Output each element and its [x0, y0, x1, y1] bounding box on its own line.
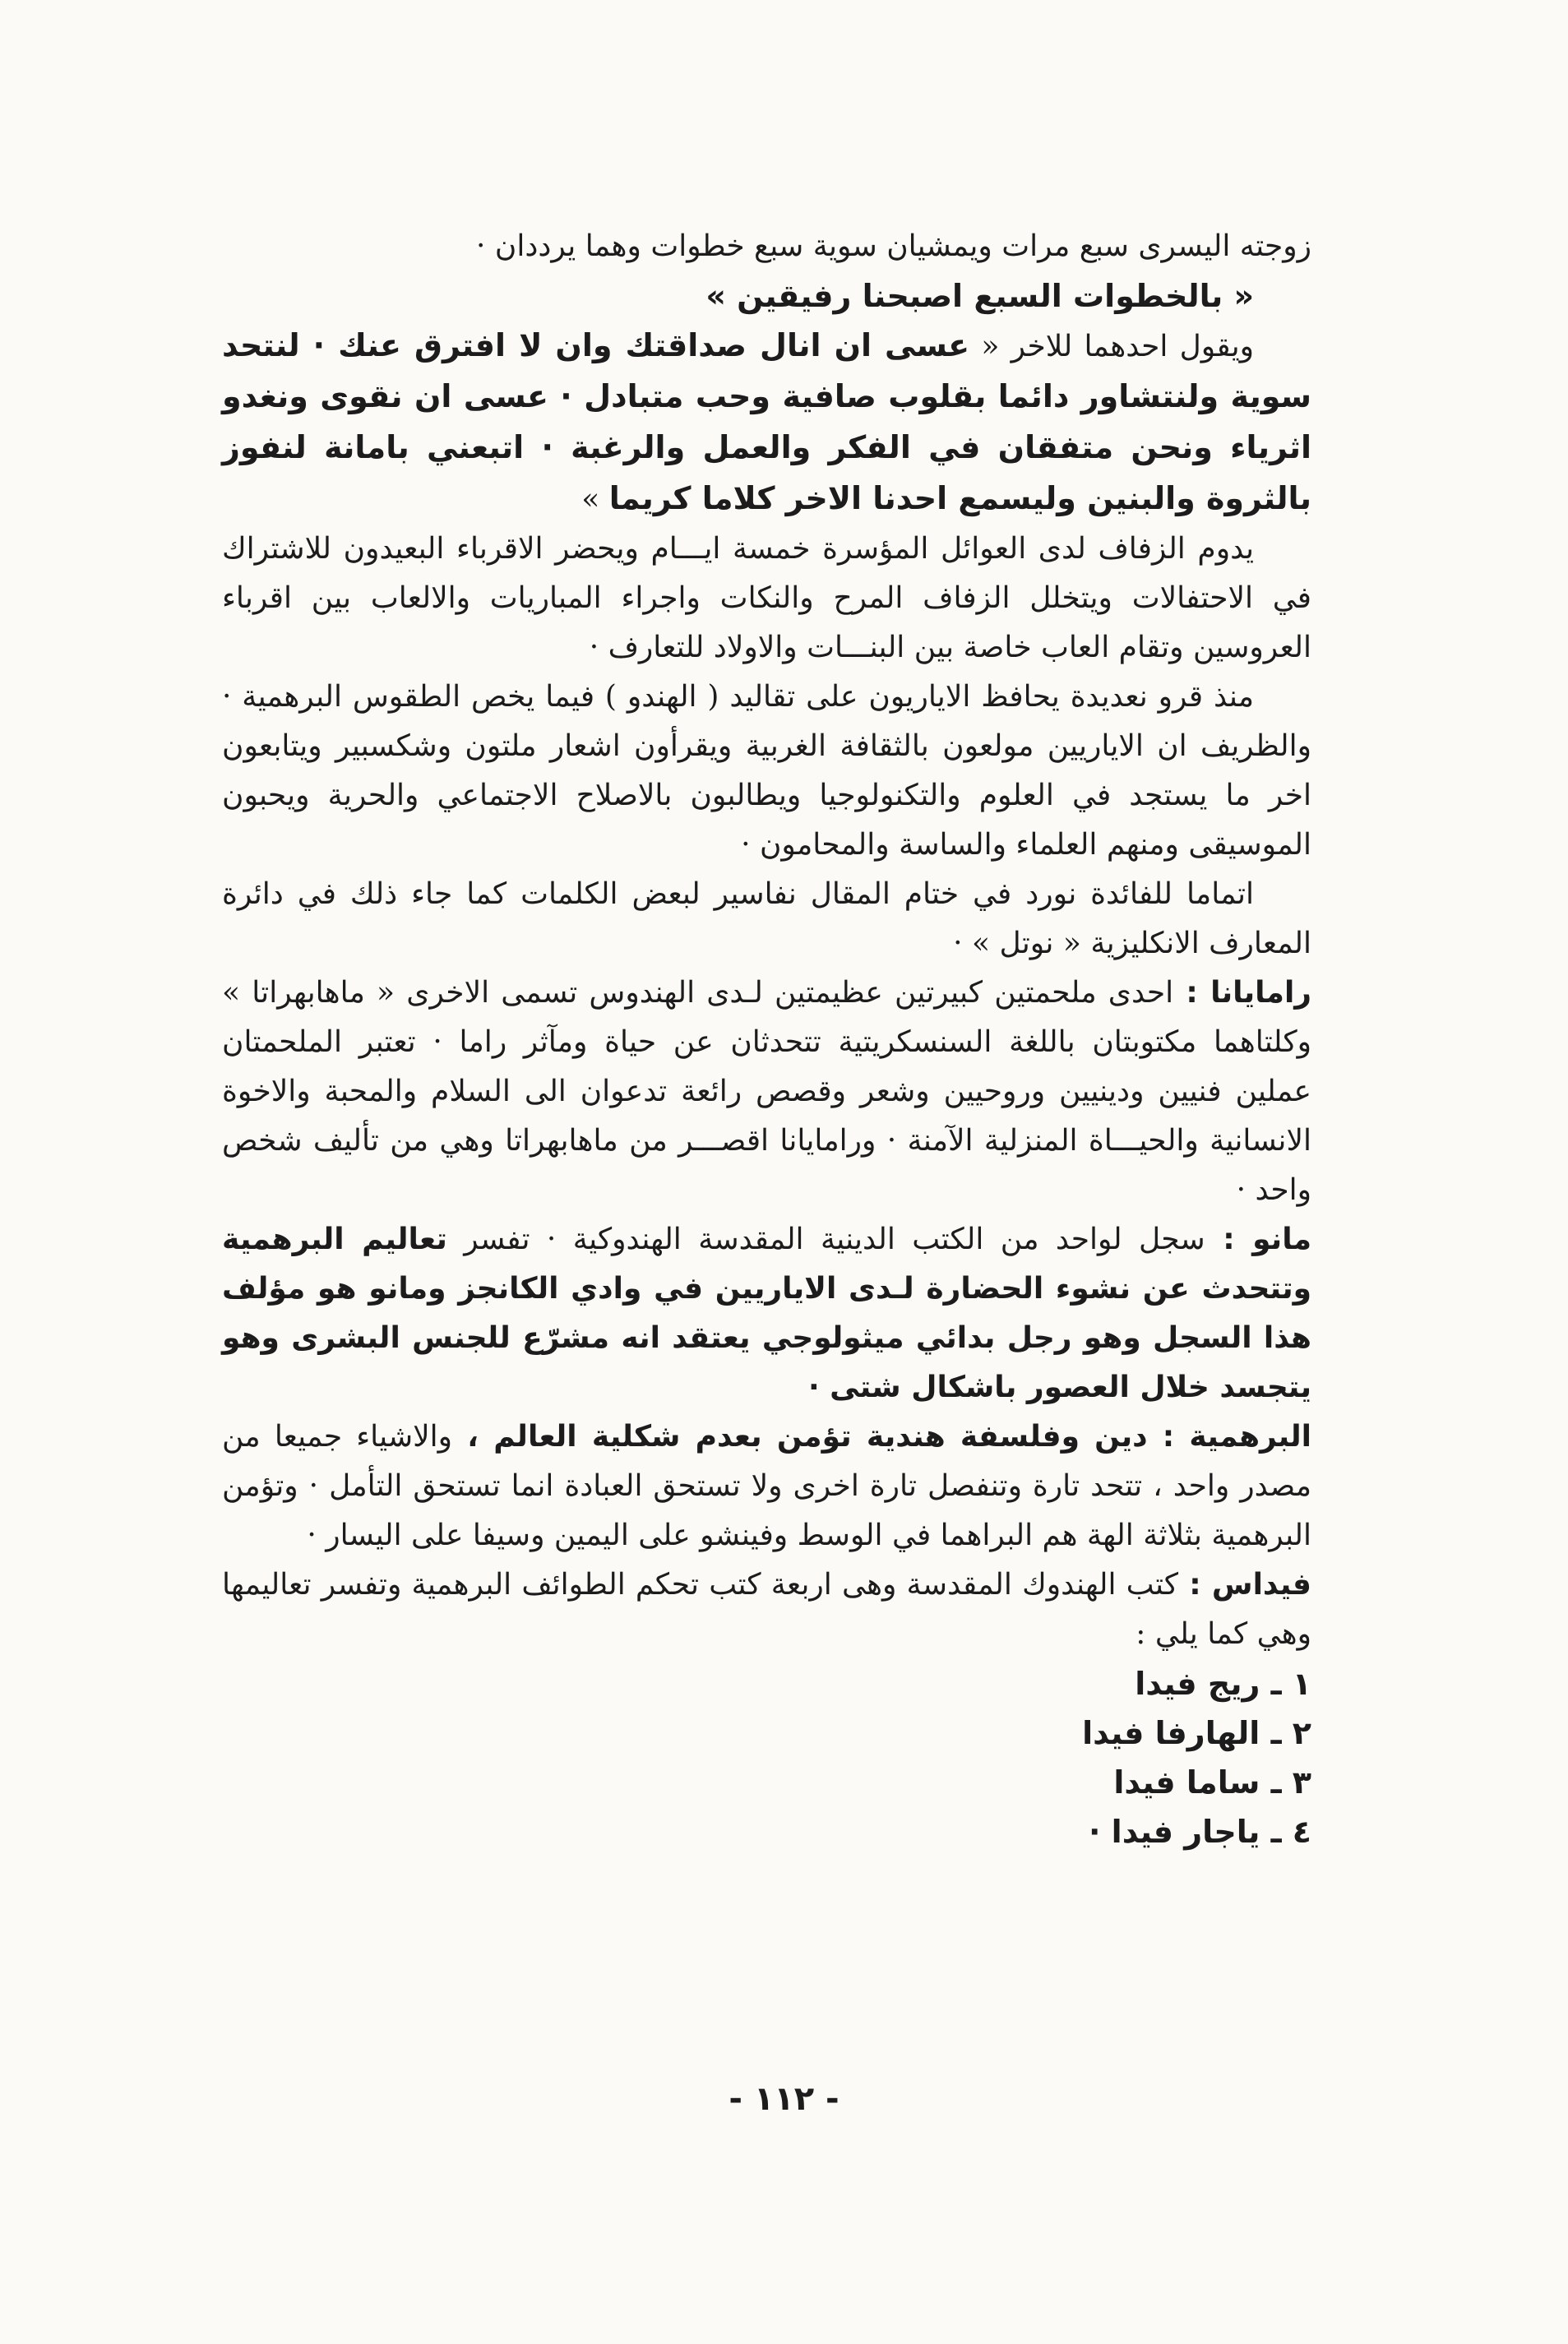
paragraph-5: اتماما للفائدة نورد في ختام المقال نفاسير لبعض الكلمات كما جاء ذلك في دائرة المعارف الانكليزية « نوتل » ·: [222, 877, 1311, 960]
definition-brahmanism: [222, 1412, 1311, 1560]
vedas-list: [222, 1659, 1311, 1856]
definition-manu-text: سجل لواحد من الكتب الدينية المقدسة الهندوكية · تفسر: [446, 1223, 1205, 1256]
list-item: ٤ ـ ياجار فيدا ·: [1089, 1814, 1311, 1850]
definition-vedas: [222, 1560, 1311, 1659]
paragraph-4: منذ قرو نعديدة يحافظ الاياريون على تقاليد ( الهندو ) فيما يخص الطقوس البرهمية · والظريف ان الاياريين مولعون بالثقافة الغربية ويقرأون اشعار ملتون وشكسبير ويتابعون اخر ما يستجد في العلوم والتكنولوجيا ويطالبون بالاصلاح الاجتماعي والحرية ويحبون الموسيقى ومنهم العلماء والساسة والمحامون ·: [222, 680, 1311, 862]
definition-manu-bold: تعاليم البرهمية وتتحدث عن نشوء الحضارة لـدى الاياريين في وادي الكانجز ومانو هو مؤلف هذا السجل وهو رجل بدائي ميثولوجي يعتقد انه مشرّع للجنس البشرى وهو يتجسد خلال العصور باشكال شتى ·: [222, 1223, 1311, 1404]
paragraph-2: [222, 321, 1311, 525]
definition-brahmanism-text: والاشياء جميعا من مصدر واحد ، تتحد تارة وتنفصل تارة اخرى ولا تستحق العبادة انما تستحق التأمل · وتؤمن البرهمية بثلاثة الهة هم البراهما في الوسط وفينشو على اليمين وسيفا على اليسار ·: [222, 1420, 1311, 1552]
quote-seven-steps: « بالخطوات السبع اصبحنا رفيقين »: [705, 278, 1254, 314]
page-number: - ١١٢ -: [728, 2080, 840, 2118]
page-body-text: [222, 222, 1311, 2088]
paragraph-2-vow: عسى ان انال صداقتك وان لا افترق عنك · لنتحد سوية ولنتشاور دائما بقلوب صافية وحب متبادل · عسى ان نقوى ونغدو اثرياء ونحن متفقان في الفكر والعمل والرغبة · اتبعني بامانة لنفوز بالثروة والبنين وليسمع احدنا الاخر كلاما كريما: [222, 327, 1311, 516]
term-vedas: فيداس :: [1177, 1568, 1311, 1602]
list-item: ١ ـ ريج فيدا: [1135, 1666, 1311, 1702]
paragraph-2-intro: ويقول احدهما للاخر «: [969, 330, 1254, 363]
term-manu: مانو :: [1205, 1223, 1312, 1256]
definition-manu: [222, 1215, 1311, 1412]
list-item: ٣ ـ ساما فيدا: [1113, 1764, 1311, 1801]
paragraph-2-end: »: [581, 483, 609, 516]
definition-vedas-text: كتب الهندوك المقدسة وهى اربعة كتب تحكم الطوائف البرهمية وتفسر تعاليمها وهي كما يلي :: [222, 1568, 1311, 1651]
paragraph-1-line-1: زوجته اليسرى سبع مرات ويمشيان سوية سبع خطوات وهما يرددان ·: [476, 229, 1311, 263]
term-ramayana: رامايانا :: [1173, 976, 1312, 1010]
paragraph-3: يدوم الزفاف لدى العوائل المؤسرة خمسة ايـــام ويحضر الاقرباء البعيدون للاشتراك في الاحتفالات ويتخلل الزفاف المرح والنكات واجراء المباريات والالعاب بين اقرباء العروسين وتقام العاب خاصة بين البنـــات والاولاد للتعارف ·: [222, 532, 1311, 664]
list-item: ٢ ـ الهارفا فيدا: [1082, 1715, 1311, 1751]
definition-ramayana-text: احدى ملحمتين كبيرتين عظيمتين لـدى الهندوس تسمى الاخرى « ماهابهراتا » وكلتاهما مكتوبتان باللغة السنسكريتية تتحدثان عن حياة ومآثر راما · تعتبر الملحمتان عملين فنيين ودينيين وروحيين وشعر وقصص رائعة تدعوان الى السلام والمحبة والاخوة الانسانية والحيـــاة المنزلية الآمنة · ورامايانا اقصـــر من ماهابهراتا وهي من تأليف شخص واحد ·: [222, 976, 1311, 1207]
paragraph-1: [222, 222, 1311, 321]
definition-brahmanism-bold: دين وفلسفة هندية تؤمن بعدم شكلية العالم ،: [452, 1420, 1148, 1454]
definition-ramayana: [222, 969, 1311, 1215]
term-brahmanism: البرهمية :: [1147, 1420, 1311, 1454]
